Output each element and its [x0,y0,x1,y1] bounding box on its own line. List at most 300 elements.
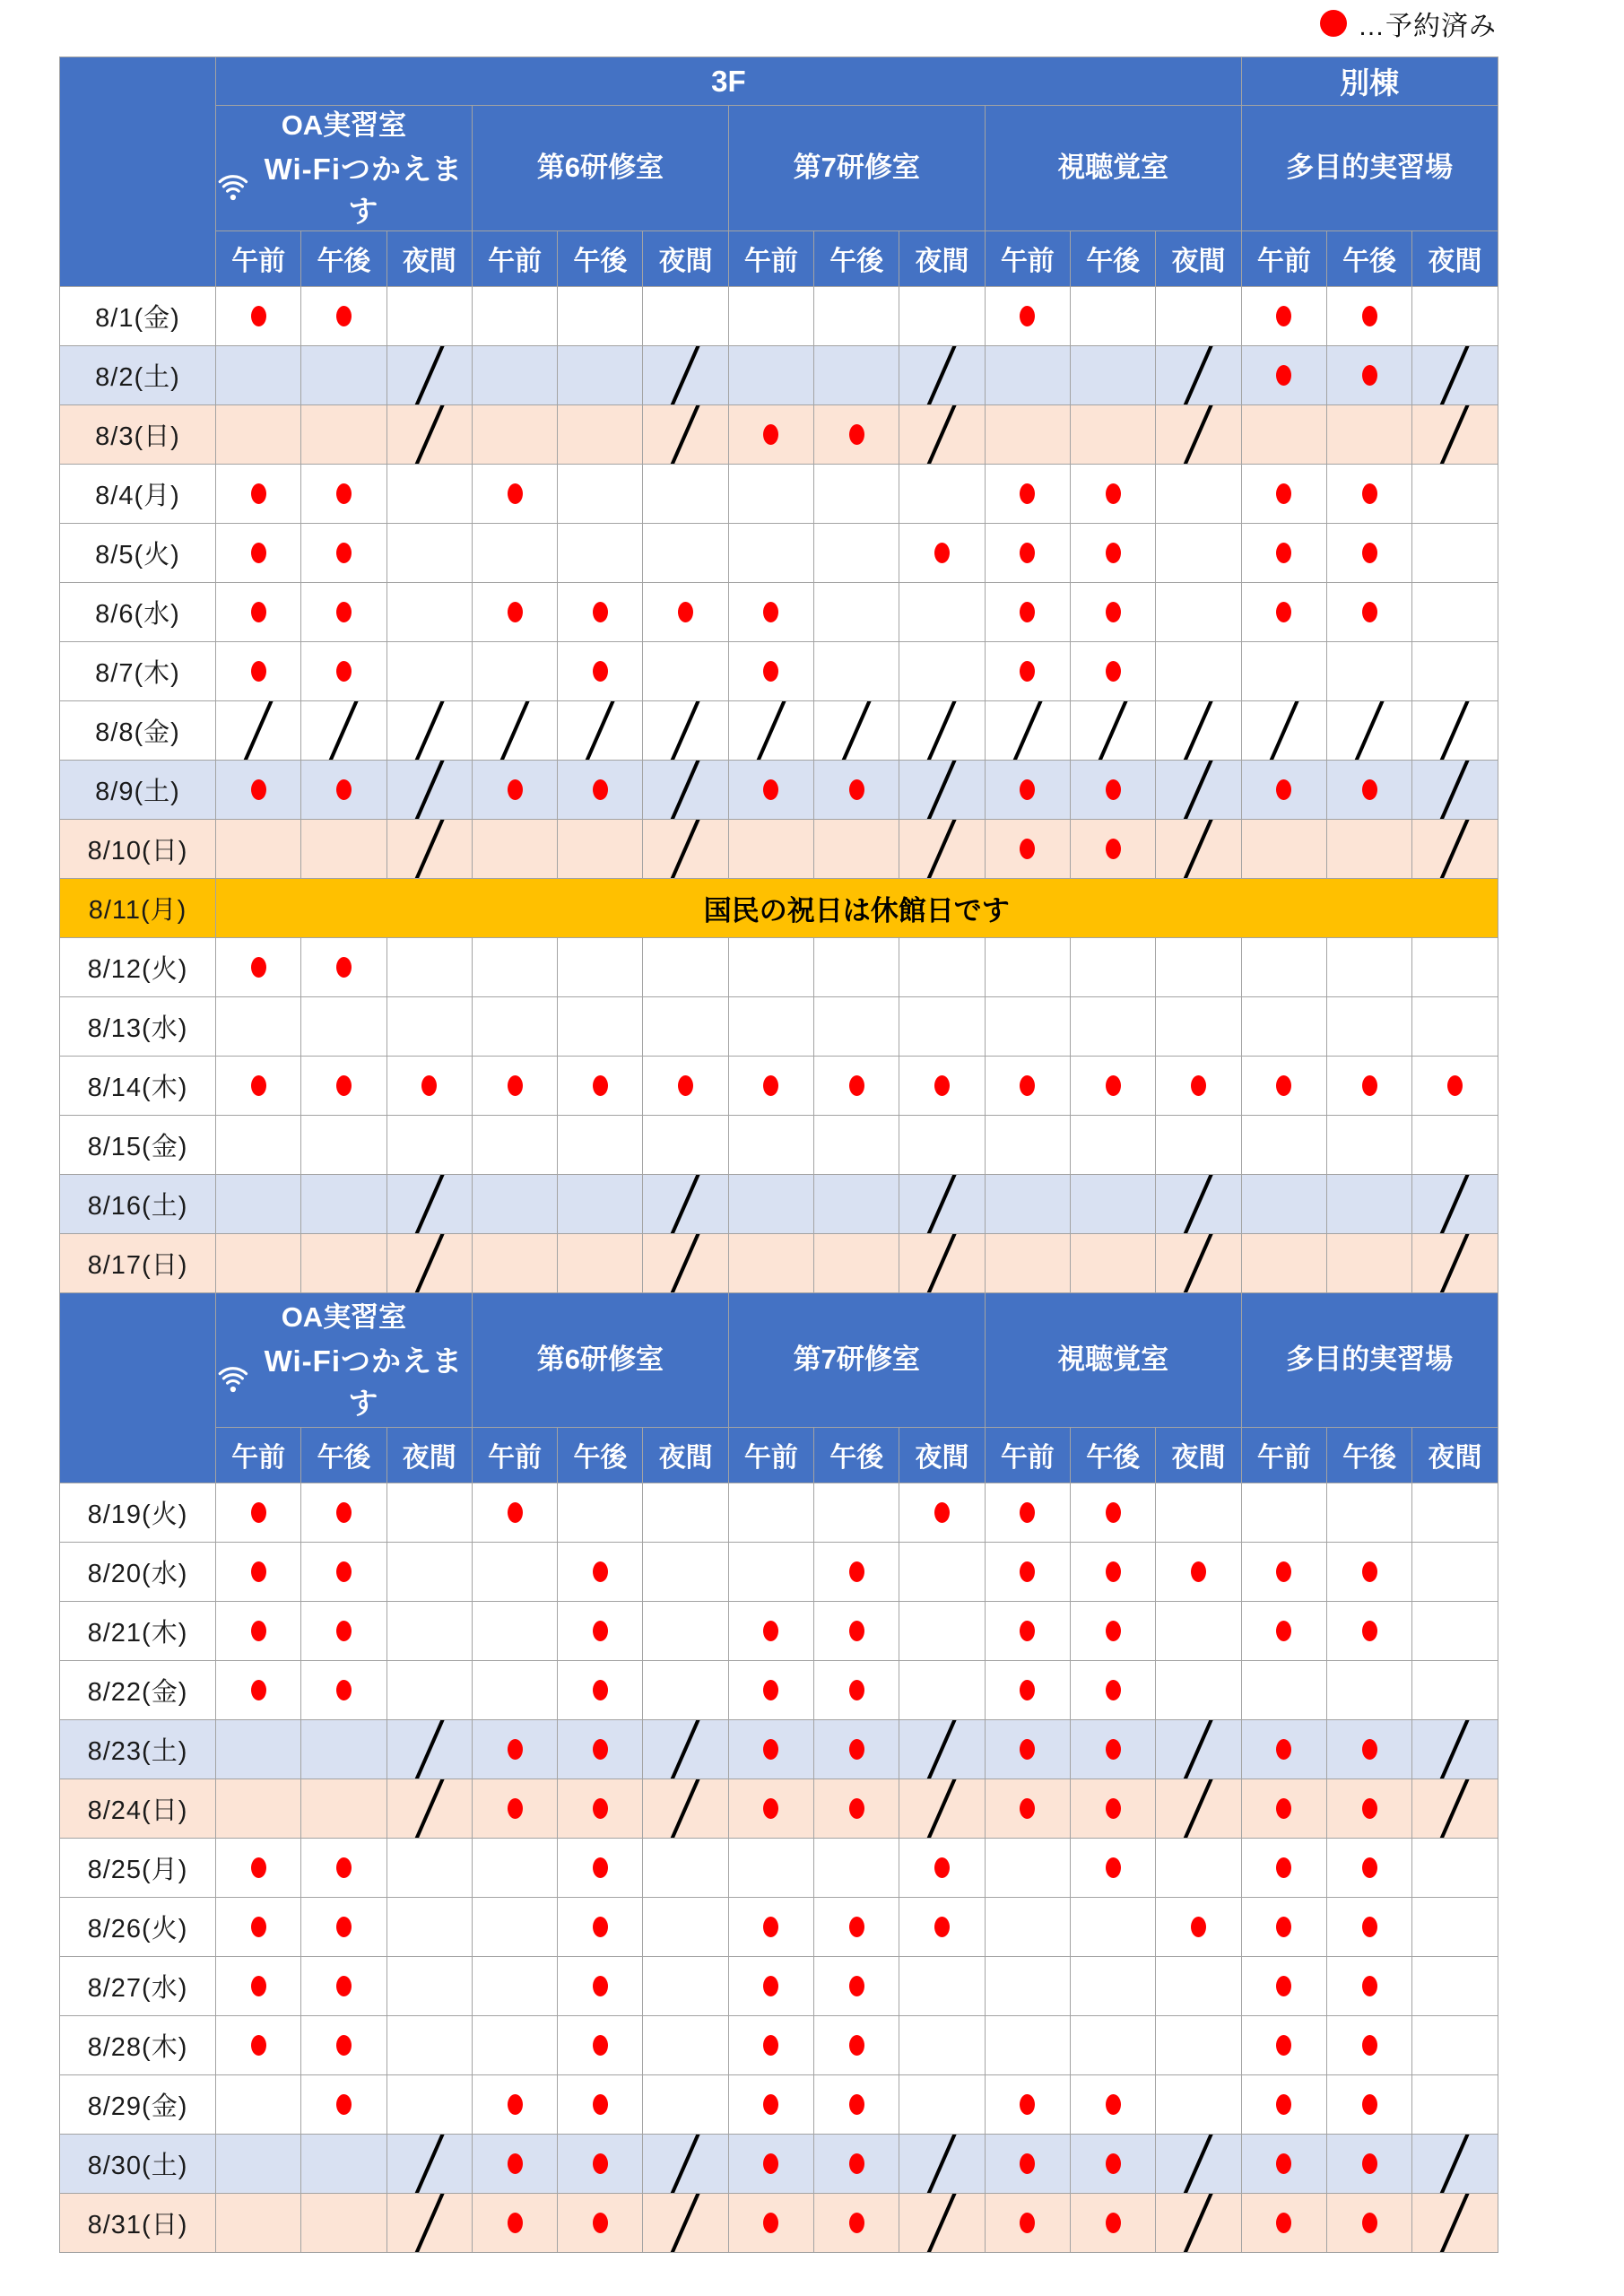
reserved-dot-icon [763,1075,778,1096]
reservation-cell [1412,404,1498,464]
reservation-cell [1156,1115,1241,1174]
unavailable-slash-icon [387,1234,472,1292]
reservation-cell [216,523,301,582]
unavailable-slash-icon [643,820,727,878]
reserved-dot-icon [593,602,608,622]
reservation-cell [1412,523,1498,582]
reservation-cell [899,1115,985,1174]
reserved-dot-icon [1106,2094,1121,2115]
reserved-dot-icon [336,1857,352,1878]
reserved-dot-icon [508,2094,523,2115]
reservation-cell [728,1542,813,1601]
reservation-cell [1327,1233,1412,1292]
reservation-cell [728,2193,813,2252]
reservation-cell [643,2074,728,2134]
reservation-cell [985,1838,1070,1897]
reservation-cell [1241,819,1326,878]
time-slot-header [899,230,985,286]
unavailable-slash-icon [1412,761,1497,819]
reservation-cell [216,1115,301,1174]
reserved-dot-icon [1106,839,1121,859]
unavailable-slash-icon [899,1175,984,1233]
time-slot-label: 午後 [829,247,884,277]
reservation-cell [1241,1483,1326,1542]
reservation-cell [643,1233,728,1292]
reservation-cell [1241,760,1326,819]
reservation-cell [985,641,1070,700]
time-slot-label: 午前 [1000,247,1055,277]
reservation-cell [558,760,643,819]
reservation-cell [1070,1542,1155,1601]
reserved-dot-icon [849,1739,864,1760]
reservation-cell [1241,641,1326,700]
reservation-cell [301,2193,386,2252]
time-slot-header [558,1427,643,1483]
reserved-dot-icon [763,2213,778,2233]
reservation-cell [728,1483,813,1542]
reservation-cell [386,1542,472,1601]
unavailable-slash-icon [899,1234,984,1292]
reservation-cell [1241,2074,1326,2134]
reservation-cell [1241,2134,1326,2193]
wifi-note [216,1338,472,1422]
reserved-dot-icon [849,2213,864,2233]
reserved-dot-icon [593,1917,608,1937]
reserved-dot-icon [849,779,864,800]
reservation-cell [1327,2193,1412,2252]
reserved-dot-icon [1362,2035,1377,2056]
reservation-cell [985,1115,1070,1174]
time-slot-label: 夜間 [658,1443,713,1474]
reserved-dot-icon [1362,1561,1377,1582]
reservation-cell [1156,1660,1241,1719]
unavailable-slash-icon [643,1779,727,1838]
reservation-cell [1327,1542,1412,1601]
time-slot-header [558,230,643,286]
reservation-cell [301,760,386,819]
room-header [985,106,1241,231]
time-slot-header [985,230,1070,286]
reserved-dot-icon [1276,1976,1291,1996]
reservation-cell [985,1233,1070,1292]
reservation-cell [216,1897,301,1956]
reservation-cell [899,1233,985,1292]
reservation-cell [899,1542,985,1601]
time-slot-label: 午前 [488,1443,543,1474]
reserved-dot-icon [251,1857,266,1878]
reserved-dot-icon [849,1621,864,1641]
reservation-cell [728,464,813,523]
reserved-dot-icon [1106,1857,1121,1878]
reserved-dot-icon [1362,602,1377,622]
unavailable-slash-icon [387,2135,472,2193]
unavailable-slash-icon [387,1175,472,1233]
time-slot-label: 午前 [743,1443,798,1474]
reservation-cell [1412,937,1498,996]
reserved-dot-icon [336,483,352,504]
reserved-dot-icon [593,1739,608,1760]
reservation-cell [728,582,813,641]
reservation-cell [1156,286,1241,345]
row-8-11 [60,878,1498,937]
time-slot-header [216,1427,301,1483]
reservation-cell [1412,1601,1498,1660]
date-cell: 8/19(火) [60,1483,216,1542]
reserved-dot-icon [1020,661,1035,682]
time-slot-label: 午後 [829,1443,884,1474]
reserved-dot-icon [1276,365,1291,386]
reservation-cell [899,2015,985,2074]
reservation-cell [1327,1483,1412,1542]
reserved-dot-icon [1020,1075,1035,1096]
reservation-cell [1241,937,1326,996]
reservation-cell [1070,1779,1155,1838]
reservation-cell [899,1719,985,1779]
reservation-cell [1327,819,1412,878]
reservation-cell [301,1838,386,1897]
reservation-cell [643,2015,728,2074]
reservation-cell [558,345,643,404]
unavailable-slash-icon [899,346,984,404]
reservation-cell [1156,404,1241,464]
time-slot-label: 夜間 [402,1443,456,1474]
reservation-cell [985,582,1070,641]
reserved-dot-icon [336,1917,352,1937]
reservation-cell [301,1601,386,1660]
reservation-cell [728,1233,813,1292]
reservation-cell [1070,641,1155,700]
reservation-cell [728,404,813,464]
reservation-cell [1070,760,1155,819]
date-cell: 8/22(金) [60,1660,216,1719]
time-slot-header [814,1427,899,1483]
reservation-cell [301,286,386,345]
reservation-cell [1156,1233,1241,1292]
unavailable-slash-icon [899,761,984,819]
unavailable-slash-icon [899,1779,984,1838]
reservation-cell [386,404,472,464]
reservation-cell [1327,1660,1412,1719]
reserved-dot-icon [336,1621,352,1641]
reserved-dot-icon [251,543,266,563]
reservation-cell [301,582,386,641]
header-corner-cell [60,57,216,287]
reservation-cell [386,1897,472,1956]
reservation-cell [1412,582,1498,641]
reservation-cell [558,1779,643,1838]
date-cell: 8/15(金) [60,1115,216,1174]
reservation-cell [814,1838,899,1897]
time-slot-header [386,230,472,286]
row-8-15 [60,1115,1498,1174]
reservation-cell [728,1660,813,1719]
unavailable-slash-icon [1412,2194,1497,2252]
reservation-cell [301,996,386,1056]
reserved-dot-icon [1276,1561,1291,1582]
room-header [985,1292,1241,1427]
reservation-cell [301,641,386,700]
room-header [216,1292,473,1427]
reservation-cell [899,1779,985,1838]
time-slot-label: 午後 [1342,247,1397,277]
reservation-cell [558,286,643,345]
reservation-cell [728,700,813,760]
reserved-dot-icon [1362,1917,1377,1937]
reservation-cell [386,996,472,1056]
time-slot-label: 午後 [1086,247,1141,277]
reserved-dot-icon [336,661,352,682]
reservation-cell [643,641,728,700]
reserved-dot-icon [336,1976,352,1996]
reserved-dot-icon [1106,483,1121,504]
reservation-cell [814,996,899,1056]
reservation-cell [301,523,386,582]
time-slot-label: 夜間 [915,1443,969,1474]
unavailable-slash-icon [643,1175,727,1233]
reservation-cell [985,937,1070,996]
reservation-cell [1241,1056,1326,1115]
reservation-cell [1070,523,1155,582]
reservation-cell [1070,345,1155,404]
reservation-cell [558,1115,643,1174]
date-cell: 8/23(土) [60,1719,216,1779]
reservation-cell [985,345,1070,404]
room-header [216,106,473,231]
reservation-cell [1156,2193,1241,2252]
reservation-cell [985,1601,1070,1660]
reservation-cell [814,286,899,345]
reservation-cell [899,1601,985,1660]
header-times-row [60,230,1498,286]
reserved-dot-icon [763,1739,778,1760]
reserved-dot-icon [1020,543,1035,563]
reservation-cell [985,1542,1070,1601]
reservation-cell [301,700,386,760]
date-cell: 8/31(日) [60,2193,216,2252]
reserved-dot-icon [934,543,950,563]
reservation-cell [1327,1056,1412,1115]
reservation-cell [1070,1233,1155,1292]
reservation-cell [558,1483,643,1542]
reservation-cell [899,996,985,1056]
reserved-dot-icon [251,306,266,326]
reservation-cell [472,700,557,760]
room-header [1241,1292,1498,1427]
reserved-dot-icon [1276,483,1291,504]
reservation-cell [814,2193,899,2252]
unavailable-slash-icon [387,1779,472,1838]
reserved-dot-icon [593,1976,608,1996]
unavailable-slash-icon [1156,405,1240,464]
floor-group-label: 3F [711,64,746,98]
reservation-cell [1156,1056,1241,1115]
room-header [472,106,728,231]
availability-table-grid [59,57,1498,2253]
reserved-dot-icon [508,483,523,504]
unavailable-slash-icon [387,2194,472,2252]
reservation-cell [1241,286,1326,345]
reservation-cell [558,582,643,641]
unavailable-slash-icon [1156,346,1240,404]
time-slot-label: 午後 [1342,1443,1397,1474]
reservation-cell [1327,760,1412,819]
reserved-dot-icon [251,1976,266,1996]
reserved-dot-icon [1020,1739,1035,1760]
date-cell: 8/17(日) [60,1233,216,1292]
reservation-cell [899,1483,985,1542]
reservation-cell [301,1115,386,1174]
header-corner-cell [60,1292,216,1483]
time-slot-header [301,230,386,286]
room-name: 視聴覚室 [1057,1343,1169,1375]
time-slot-header [1412,1427,1498,1483]
reserved-dot-icon [849,2153,864,2174]
unavailable-slash-icon [899,1720,984,1779]
reservation-cell [558,1719,643,1779]
reservation-cell [1327,1174,1412,1233]
reserved-dot-icon [593,661,608,682]
reservation-cell [1241,1897,1326,1956]
reservation-cell [386,937,472,996]
reservation-cell [1412,1779,1498,1838]
reservation-cell [899,1056,985,1115]
reservation-cell [985,286,1070,345]
unavailable-slash-icon [899,2135,984,2193]
reservation-cell [1241,2193,1326,2252]
reservation-cell [472,1542,557,1601]
reservation-cell [1241,996,1326,1056]
reservation-cell [1156,523,1241,582]
unavailable-slash-icon [1156,1720,1240,1779]
reservation-cell [1412,1056,1498,1115]
reservation-cell [216,1174,301,1233]
reservation-cell [1241,464,1326,523]
reserved-dot-icon [508,1739,523,1760]
reservation-cell [643,345,728,404]
reservation-cell [899,819,985,878]
reservation-cell [728,286,813,345]
reservation-cell [301,819,386,878]
reserved-dot-icon [1106,602,1121,622]
reservation-cell [1156,1838,1241,1897]
reservation-cell [386,1233,472,1292]
unavailable-slash-icon [387,761,472,819]
reserved-dot-icon [1020,839,1035,859]
reservation-cell [899,523,985,582]
reservation-cell [985,2134,1070,2193]
reservation-cell [1412,345,1498,404]
reservation-cell [1070,2074,1155,2134]
reserved-dot-icon [1020,1680,1035,1700]
reservation-cell [1412,286,1498,345]
reservation-cell [1156,1601,1241,1660]
row-8-26 [60,1897,1498,1956]
reservation-cell [558,1660,643,1719]
reservation-cell [1070,1174,1155,1233]
reservation-cell [472,937,557,996]
reservation-cell [216,1779,301,1838]
reservation-cell [899,464,985,523]
reserved-dot-icon [1106,1739,1121,1760]
reservation-cell [1241,1601,1326,1660]
row-8-27 [60,1956,1498,2015]
time-slot-header [301,1427,386,1483]
reservation-cell [386,1115,472,1174]
time-slot-header [472,1427,557,1483]
reserved-dot-icon [849,1798,864,1819]
reservation-cell [386,641,472,700]
reservation-cell [814,1956,899,2015]
reservation-cell [1412,1956,1498,2015]
time-slot-label: 午後 [1086,1443,1141,1474]
unavailable-slash-icon [387,346,472,404]
reservation-cell [216,819,301,878]
reservation-cell [558,1542,643,1601]
reserved-dot-icon [508,1502,523,1523]
reservation-cell [899,1838,985,1897]
reservation-cell [1412,700,1498,760]
unavailable-slash-icon [643,2194,727,2252]
reservation-cell [301,1719,386,1779]
time-slot-label: 夜間 [915,247,969,277]
row-8-29 [60,2074,1498,2134]
unavailable-slash-icon [1327,701,1411,760]
availability-table [0,57,1624,2253]
reservation-cell [643,1956,728,2015]
reservation-cell [1156,819,1241,878]
reservation-cell [558,404,643,464]
time-slot-header [1241,1427,1326,1483]
reservation-cell [1070,819,1155,878]
reservation-cell [472,1897,557,1956]
reservation-cell [558,937,643,996]
reservation-cell [558,819,643,878]
reservation-cell [1156,1779,1241,1838]
reserved-dot-icon [1362,365,1377,386]
date-cell: 8/1(金) [60,286,216,345]
reservation-cell [1070,582,1155,641]
row-8-31 [60,2193,1498,2252]
row-8-22 [60,1660,1498,1719]
unavailable-slash-icon [1242,701,1326,760]
row-8-21 [60,1601,1498,1660]
time-slot-label: 夜間 [1428,1443,1482,1474]
unavailable-slash-icon [643,701,727,760]
reservation-cell [216,2193,301,2252]
unavailable-slash-icon [643,2135,727,2193]
reservation-cell [728,1174,813,1233]
reserved-dot-icon [1276,1739,1291,1760]
reserved-dot-icon [1362,2094,1377,2115]
unavailable-slash-icon [473,701,557,760]
reservation-cell [216,1719,301,1779]
time-slot-label: 夜間 [1428,247,1482,277]
reservation-cell [899,1956,985,2015]
reservation-cell [1156,1897,1241,1956]
wifi-note-label: Wi-Fiつかえます [264,152,463,228]
date-cell: 8/27(水) [60,1956,216,2015]
reservation-cell [216,1601,301,1660]
reservation-cell [216,464,301,523]
row-8-6 [60,582,1498,641]
date-cell: 8/21(木) [60,1601,216,1660]
reservation-cell [472,1115,557,1174]
reserved-dot-icon [336,306,352,326]
unavailable-slash-icon [643,346,727,404]
time-slot-header [1327,1427,1412,1483]
header-rooms-row [60,106,1498,231]
row-8-3 [60,404,1498,464]
